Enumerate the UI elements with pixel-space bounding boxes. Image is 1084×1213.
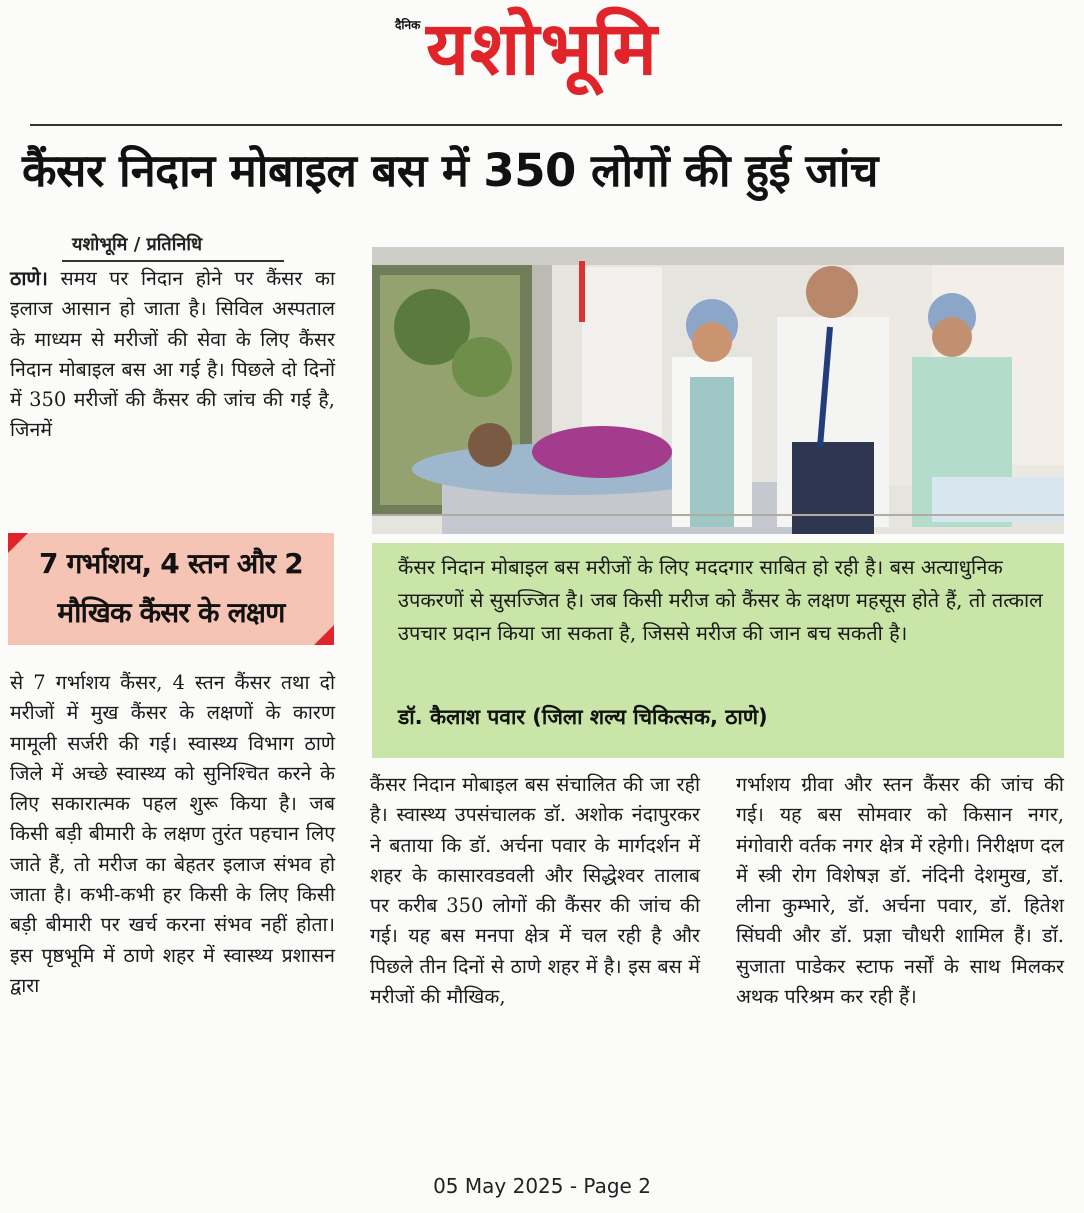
masthead-small-label: दैनिक [395,18,421,32]
callout-corner-bottom-right [314,625,334,645]
news-photo [372,247,1064,534]
callout-line-1: 7 गर्भाशय, 4 स्तन और 2 [39,547,303,580]
column-1-top-text: समय पर निदान होने पर कैंसर का इलाज आसान हो जाता है। सिविल अस्पताल के माध्यम से मरीजों की सेवा के लिए कैंसर निदान मोबाइल बस आ गई है। पिछले दो दिनों में 350 मरीजों की कैंसर की जांच की गई है, जिनमें [10,267,335,442]
article-headline: कैंसर निदान मोबाइल बस में 350 लोगों की हुई जांच [22,144,878,197]
dateline: ठाणे। [10,267,48,290]
quote-author: डॉ. कैलाश पवार (जिला शल्य चिकित्सक, ठाणे) [398,705,768,729]
column-3: गर्भाशय ग्रीवा और स्तन कैंसर की जांच की गई। यह बस सोमवार को किसान नगर, मंगोवारी वर्तक नगर क्षेत्र में रहेगी। निरीक्षण दल में स्त्री रोग विशेषज्ञ डॉ. नंदिनी देशमुख, डॉ. लीना कुम्भारे, डॉ. अर्चना पवार, डॉ. हितेश सिंघवी और डॉ. प्रज्ञा चौधरी शामिल हैं। डॉ. सुजाता पाडेकर स्टाफ नर्सों के साथ मिलकर अथक परिश्रम कर रही हैं। [736,773,1064,1009]
highlight-callout [8,533,334,645]
quote-box [372,543,1064,758]
column-1-bottom: से 7 गर्भाशय कैंसर, 4 स्तन कैंसर तथा दो मरीजों में मुख कैंसर के लक्षणों के कारण मामूली सर्जरी की गई। स्वास्थ्य विभाग ठाणे जिले में अच्छे स्वास्थ्य को सुनिश्चित करने के लिए सकारात्मक पहल शुरू किया है। जब किसी बड़ी बीमारी के लक्षण तुरंत पहचान लिए जाते हैं, तो मरीज का बेहतर इलाज संभव हो जाता है। कभी-कभी हर किसी के लिए किसी बड़ी बीमारी पर खर्च करना संभव नहीं होता। इस पृष्ठभूमि में ठाणे शहर में स्वास्थ्य प्रशासन द्वारा [10,671,335,997]
newspaper-logo: यशोभूमि [426,6,658,92]
photo-illustration [372,247,1064,534]
callout-line-2: मौखिक कैंसर के लक्षण [57,596,285,629]
masthead [0,0,1084,118]
quote-text: कैंसर निदान मोबाइल बस मरीजों के लिए मददगार साबित हो रही है। बस अत्याधुनिक उपकरणों से सुसज्जित है। जब किसी मरीज को कैंसर के लक्षण महसूस होते हैं, तो तत्काल उपचार प्रदान किया जा सकता है, जिससे मरीज की जान बच सकती है। [398,555,1043,646]
masthead-divider [30,124,1062,126]
column-2: कैंसर निदान मोबाइल बस संचालित की जा रही है। स्वास्थ्य उपसंचालक डॉ. अशोक नंदापुरकर ने बताया कि डॉ. अर्चना पवार के मार्गदर्शन में शहर के कासारवडवली और सिद्धेश्वर तालाब पर करीब 350 लोगों की कैंसर की जांच की गई। यह बस मनपा क्षेत्र में चल रही है और पिछले तीन दिनों से ठाणे शहर में है। इस बस में मरीजों की मौखिक, [370,773,700,1009]
page-footer: 05 May 2025 - Page 2 [433,1174,651,1198]
callout-text [16,539,326,637]
column-1-top [10,264,335,446]
byline: यशोभूमि / प्रतिनिधि [72,234,203,255]
byline-divider [62,260,284,262]
